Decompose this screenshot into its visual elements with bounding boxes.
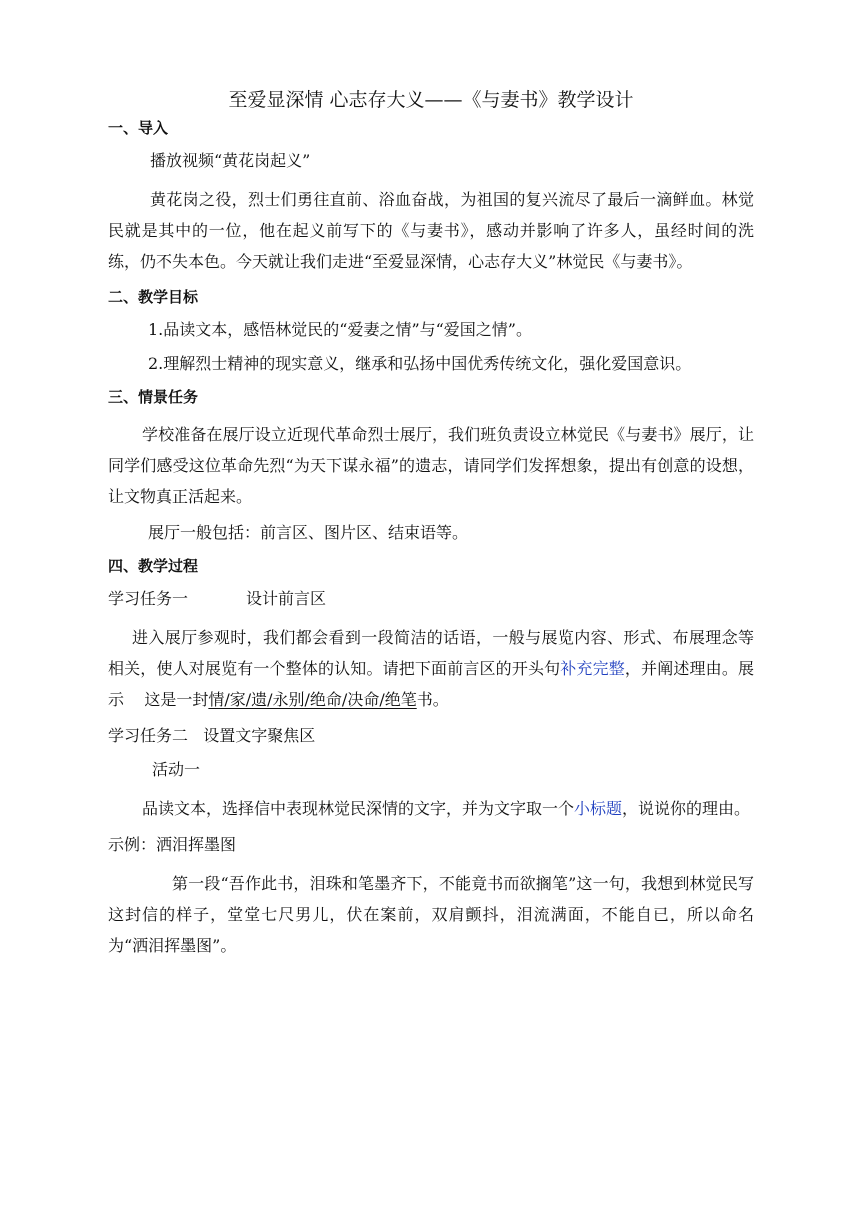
section-heading-intro: 一、导入	[108, 119, 169, 137]
section-heading-goals: 二、教学目标	[108, 288, 199, 306]
document-body	[108, 86, 754, 971]
activity-text-a: 品读文本，选择信中表现林觉民深情的文字，并为文字取一个	[142, 799, 575, 818]
page-title: 至爱显深情 心志存大义——《与妻书》教学设计	[228, 89, 634, 111]
intro-paragraph: 黄花岗之役，烈士们勇往直前、浴血奋战，为祖国的复兴流尽了最后一滴鲜血。林觉民就是其中的一位，他在起义前写下的《与妻书》，感动并影响了许多人，虽经时间的洗练，仍不失本色。今天就让我们走进“至爱显深情，心志存大义”林觉民《与妻书》。	[108, 190, 754, 271]
task2-title: 学习任务二 设置文字聚焦区	[108, 726, 316, 745]
goal-2: 2.理解烈士精神的现实意义，继承和弘扬中国优秀传统文化，强化爱国意识。	[148, 354, 692, 373]
task1-highlight: 补充完整	[560, 659, 625, 678]
activity-highlight: 小标题	[574, 799, 623, 818]
example-label: 示例：洒泪挥墨图	[108, 835, 237, 854]
task1-label: 学习任务一	[108, 589, 189, 608]
activity-1-paragraph	[108, 793, 754, 824]
scenario-paragraph: 学校准备在展厅设立近现代革命烈士展厅，我们班负责设立林觉民《与妻书》展厅，让同学们感受这位革命先烈“为天下谋永福”的遗志，请同学们发挥想象，提出有创意的设想，让文物真正活起来。	[108, 425, 754, 506]
example-paragraph: 第一段“吾作此书，泪珠和笔墨齐下，不能竟书而欲搁笔”这一句，我想到林觉民写这封信的样子，堂堂七尺男儿，伏在案前，双肩颤抖，泪流满面，不能自已，所以命名为“洒泪挥墨图”。	[108, 874, 754, 955]
task1-text-c: 书。	[416, 690, 449, 709]
task1-text-b: ，并阐述理由。展示 这是一封	[108, 659, 754, 709]
section-heading-scenario: 三、情景任务	[108, 388, 199, 406]
goal-1: 1.品读文本，感悟林觉民的“爱妻之情”与“爱国之情”。	[148, 320, 532, 339]
video-line: 播放视频“黄花岗起义”	[150, 151, 311, 170]
task1-text-a: 进入展厅参观时，我们都会看到一段简洁的话语，一般与展览内容、形式、布展理念等相关，使人对展览有一个整体的认知。请把下面前言区的开头句	[108, 628, 754, 678]
section-heading-process: 四、教学过程	[108, 557, 199, 575]
task1-paragraph	[108, 622, 754, 715]
task1-title	[108, 588, 754, 610]
exhibit-areas: 展厅一般包括：前言区、图片区、结束语等。	[148, 523, 469, 542]
task1-name: 设计前言区	[246, 589, 327, 608]
activity-1-label: 活动一	[152, 760, 201, 779]
task1-underlined-options: 情/家/遗/永别/绝命/决命/绝笔	[208, 690, 417, 709]
activity-text-b: ，说说你的理由。	[622, 799, 751, 818]
